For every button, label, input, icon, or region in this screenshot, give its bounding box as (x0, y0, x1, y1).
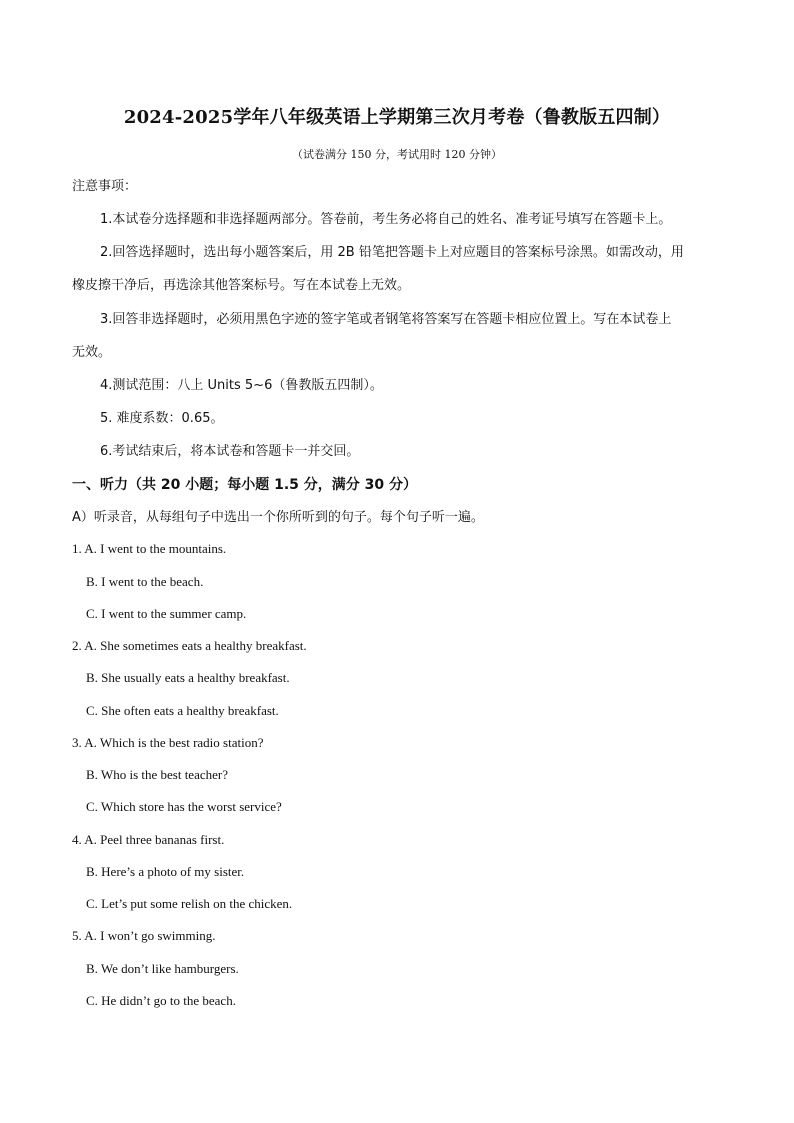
question-1-option-c: C. I went to the summer camp. (86, 606, 247, 621)
note-item-3: 3.回答非选择题时，必须用黑色字迹的签字笔或者钢笔将答案写在答题卡相应位置上。写在本试卷上 (100, 312, 672, 327)
question-4-option-a: 4. A. Peel three bananas first. (72, 832, 225, 847)
note-item-3-cont: 无效。 (72, 345, 112, 360)
question-2-option-b: B. She usually eats a healthy breakfast. (86, 670, 290, 685)
section-heading: 一、听力（共 20 小题；每小题 1.5 分，满分 30 分） (72, 477, 418, 493)
page-subtitle: （试卷满分 150 分，考试用时 120 分钟） (292, 148, 502, 161)
question-2-option-c: C. She often eats a healthy breakfast. (86, 703, 279, 718)
question-4-option-b: B. Here’s a photo of my sister. (86, 864, 245, 879)
question-5-option-b: B. We don’t like hamburgers. (86, 961, 239, 976)
note-item-1: 1.本试卷分选择题和非选择题两部分。答卷前，考生务必将自己的姓名、准考证号填写在答题卡上。 (100, 212, 672, 227)
question-5-option-a: 5. A. I won’t go swimming. (72, 928, 216, 943)
page-title: 2024-2025学年八年级英语上学期第三次月考卷（鲁教版五四制） (123, 107, 671, 128)
part-a-instruction: A）听录音，从每组句子中选出一个你所听到的句子。每个句子听一遍。 (72, 510, 484, 525)
note-item-2-cont: 橡皮擦干净后，再选涂其他答案标号。写在本试卷上无效。 (72, 278, 411, 293)
question-4-option-c: C. Let’s put some relish on the chicken. (86, 896, 293, 911)
question-3-option-c: C. Which store has the worst service? (86, 799, 282, 814)
question-3-option-b: B. Who is the best teacher? (86, 767, 228, 782)
question-1-option-b: B. I went to the beach. (86, 574, 204, 589)
note-item-4: 4.测试范围：八上 Units 5~6（鲁教版五四制）。 (100, 378, 383, 393)
note-item-5: 5. 难度系数：0.65。 (100, 411, 224, 426)
note-item-2: 2.回答选择题时，选出每小题答案后，用 2B 铅笔把答题卡上对应题目的答案标号涂黑。如需改动，用 (100, 245, 684, 260)
question-5-option-c: C. He didn’t go to the beach. (86, 993, 236, 1008)
notes-heading: 注意事项： (72, 179, 138, 194)
question-1-option-a: 1. A. I went to the mountains. (72, 541, 227, 556)
question-2-option-a: 2. A. She sometimes eats a healthy breakfast. (72, 638, 307, 653)
question-3-option-a: 3. A. Which is the best radio station? (72, 735, 264, 750)
note-item-6: 6.考试结束后，将本试卷和答题卡一并交回。 (100, 444, 360, 459)
